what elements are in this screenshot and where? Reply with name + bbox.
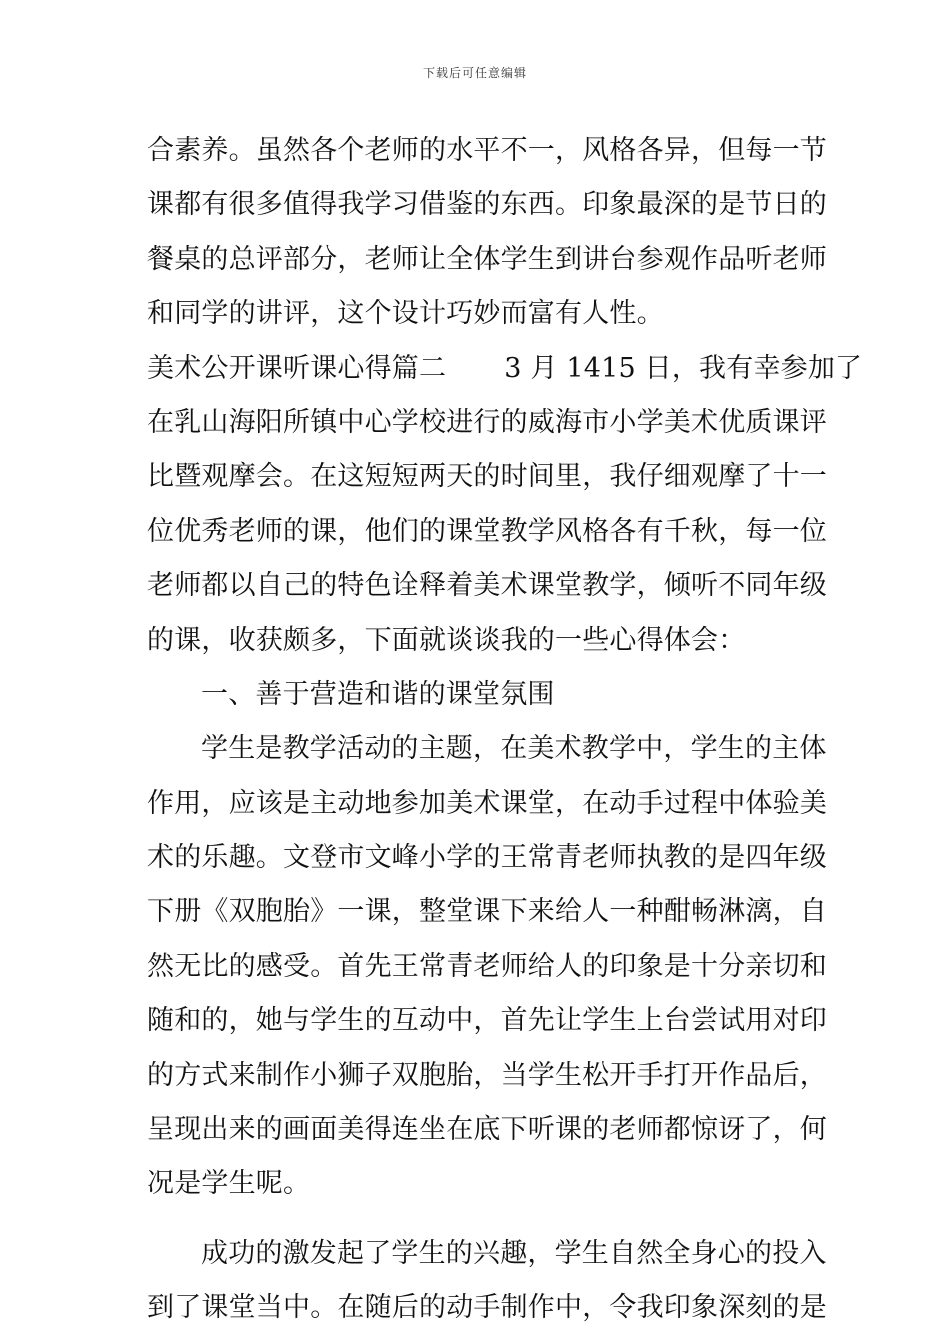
text-line: 呈现出来的画面美得连坐在底下听课的老师都惊讶了，何: [147, 1114, 827, 1146]
text-line: 随和的，她与学生的互动中，首先让学生上台尝试用对印: [147, 1005, 827, 1037]
text-line: 餐桌的总评部分，老师让全体学生到讲台参观作品听老师: [147, 243, 827, 275]
text-line: 到了课堂当中。在随后的动手制作中，令我印象深刻的是: [147, 1292, 827, 1324]
text-line: 老师都以自己的特色诠释着美术课堂教学，倾听不同年级: [147, 570, 827, 602]
text-line: 下册《双胞胎》一课，整堂课下来给人一种酣畅淋漓，自: [147, 896, 827, 928]
paragraph-continuation: [147, 124, 827, 342]
section-date-text: 3 月 1415 日，我有幸参加了: [504, 352, 863, 384]
text-line: 学生是教学活动的主题，在美术教学中，学生的主体: [201, 733, 827, 765]
text-line: 术的乐趣。文登市文峰小学的王常青老师执教的是四年级: [147, 842, 827, 874]
section-title-line: [147, 342, 863, 396]
text-line: 在乳山海阳所镇中心学校进行的威海市小学美术优质课评: [147, 406, 827, 438]
text-line: 位优秀老师的课，他们的课堂教学风格各有千秋，每一位: [147, 515, 827, 547]
text-line: 况是学生呢。: [147, 1168, 311, 1200]
text-line: 和同学的讲评，这个设计巧妙而富有人性。: [147, 298, 664, 330]
section-title: 美术公开课听课心得篇二: [147, 352, 447, 384]
text-line: 比暨观摩会。在这短短两天的时间里，我仔细观摩了十一: [147, 461, 827, 493]
text-line: 成功的激发起了学生的兴趣，学生自然全身心的投入: [201, 1237, 827, 1269]
text-line: 合素养。虽然各个老师的水平不一，风格各异，但每一节: [147, 135, 827, 166]
text-line: 的方式来制作小狮子双胞胎，当学生松开手打开作品后，: [147, 1059, 827, 1091]
document-body: [147, 124, 863, 1336]
paragraph: [147, 1227, 827, 1336]
subheading: [147, 668, 807, 722]
paragraph-section-two: [147, 342, 863, 668]
page-header: 下载后可任意编辑: [422, 66, 527, 80]
text-line: 作用，应该是主动地参加美术课堂，在动手过程中体验美: [147, 787, 827, 819]
paragraph: [147, 722, 827, 1212]
text-line: 然无比的感受。首先王常青老师给人的印象是十分亲切和: [147, 950, 827, 982]
subheading-text: 一、善于营造和谐的课堂氛围: [201, 678, 555, 710]
text-line: 的课，收获颇多，下面就谈谈我的一些心得体会：: [147, 624, 746, 656]
text-line: 课都有很多值得我学习借鉴的东西。印象最深的是节日的: [147, 189, 827, 221]
